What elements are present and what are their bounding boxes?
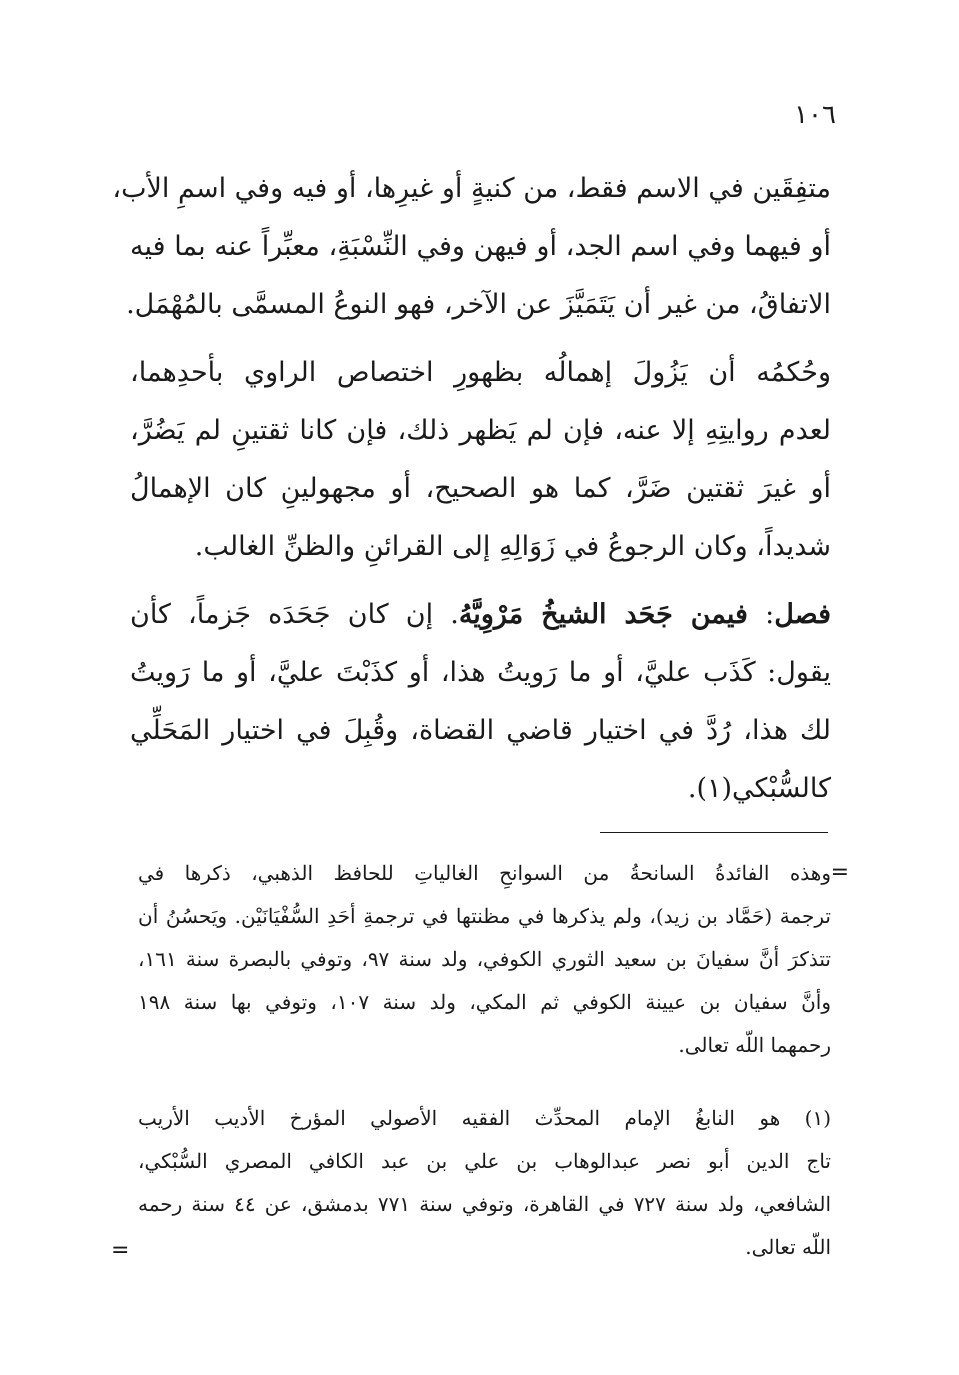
text-line: أو غيرَ ثقتين ضَرَّ، كما هو الصحيح، أو مجهولينِ كان الإهمالُ: [130, 473, 831, 504]
text-line: أو فيهما وفي اسم الجد، أو فيهن وفي النِّسْبَةِ، معبِّراً عنه بما فيه: [130, 231, 831, 262]
footnote-line: (١) هو النابغُ الإمام المحدِّث الفقيه الأصولي المؤرخ الأديب الأريب: [138, 1106, 831, 1130]
text-line: لعدم روايتِهِ إلا عنه، فإن لم يَظهر ذلك، فإن كانا ثقتينِ لم يَضُرَّ،: [130, 415, 831, 446]
section-label: فصل: [774, 599, 831, 630]
section-heading-line: [130, 586, 831, 644]
footnotes-block: [138, 852, 831, 1269]
continuation-marker-top: =: [830, 860, 849, 885]
footnote-line: الشافعي، ولد سنة ٧٢٧ في القاهرة، وتوفي سنة ٧٧١ بدمشق، عن ٤٤ سنة رحمه: [138, 1192, 831, 1216]
text-line: وحُكمُه أن يَزُولَ إهمالُه بظهورِ اختصاص الراوي بأحدِهما،: [130, 357, 831, 388]
continuation-marker-bottom: =: [111, 1238, 130, 1263]
section-title: فيمن جَحَد الشيخُ مَرْوِيَّهُ: [458, 599, 748, 630]
paragraph-2: [130, 344, 831, 576]
main-text-block: [112, 160, 831, 818]
page-number: ١٠٦: [794, 100, 836, 130]
continued-footnote: [138, 852, 831, 1067]
text-line: لك هذا، رُدَّ في اختيار قاضي القضاة، وقُبِلَ في اختيار المَحَلِّي: [130, 715, 831, 746]
footnote-line: ترجمة (حَمَّاد بن زيد)، ولم يذكرها في مظنتها في ترجمةِ أحَدِ السُّفْيَانَيْن. ويَحسُنُ أن: [138, 904, 831, 928]
section-colon: :: [747, 599, 775, 630]
footnote-line: رحمهما اللّه تعالى.: [678, 1033, 831, 1057]
footnote-line: تتذكرَ أنَّ سفيانَ بن سعيد الثوري الكوفي، ولد سنة ٩٧، وتوفي بالبصرة سنة ١٦١،: [138, 947, 831, 971]
text-line: يقول: كَذَب عليَّ، أو ما رَويتُ هذا، أو كذَبْتَ عليَّ، أو ما رَويتُ: [130, 657, 831, 688]
paragraph-1: [112, 160, 831, 334]
footnote-separator: [600, 832, 828, 833]
text-line: كالسُّبْكي(١).: [687, 773, 831, 804]
text-line: شديداً، وكان الرجوعُ في زَوَالِهِ إلى القرائنِ والظنِّ الغالب.: [194, 531, 831, 562]
footnote-line: وأنَّ سفيان بن عيينة الكوفي ثم المكي، ولد سنة ١٠٧، وتوفي بها سنة ١٩٨: [138, 990, 831, 1014]
section-first-line-rest: . إن كان جَحَدَه جَزماً، كأن: [130, 599, 459, 630]
section-paragraph: [130, 586, 831, 818]
footnote-line: وهذه الفائدةُ السانحةُ من السوانحِ الغالياتِ للحافظ الذهبي، ذكرها في: [138, 861, 831, 885]
footnote-line: اللّه تعالى.: [745, 1235, 831, 1259]
text-line: الاتفاقُ، من غير أن يَتَمَيَّزَ عن الآخر، فهو النوعُ المسمَّى بالمُهْمَل.: [126, 289, 831, 320]
footnote-line: تاج الدين أبو نصر عبدالوهاب بن علي بن عبد الكافي المصري السُّبْكي،: [138, 1149, 831, 1173]
text-line: متفِقَين في الاسم فقط، من كنيةٍ أو غيرِها، أو فيه وفي اسمِ الأب،: [112, 173, 831, 204]
footnote-1: [138, 1097, 831, 1269]
